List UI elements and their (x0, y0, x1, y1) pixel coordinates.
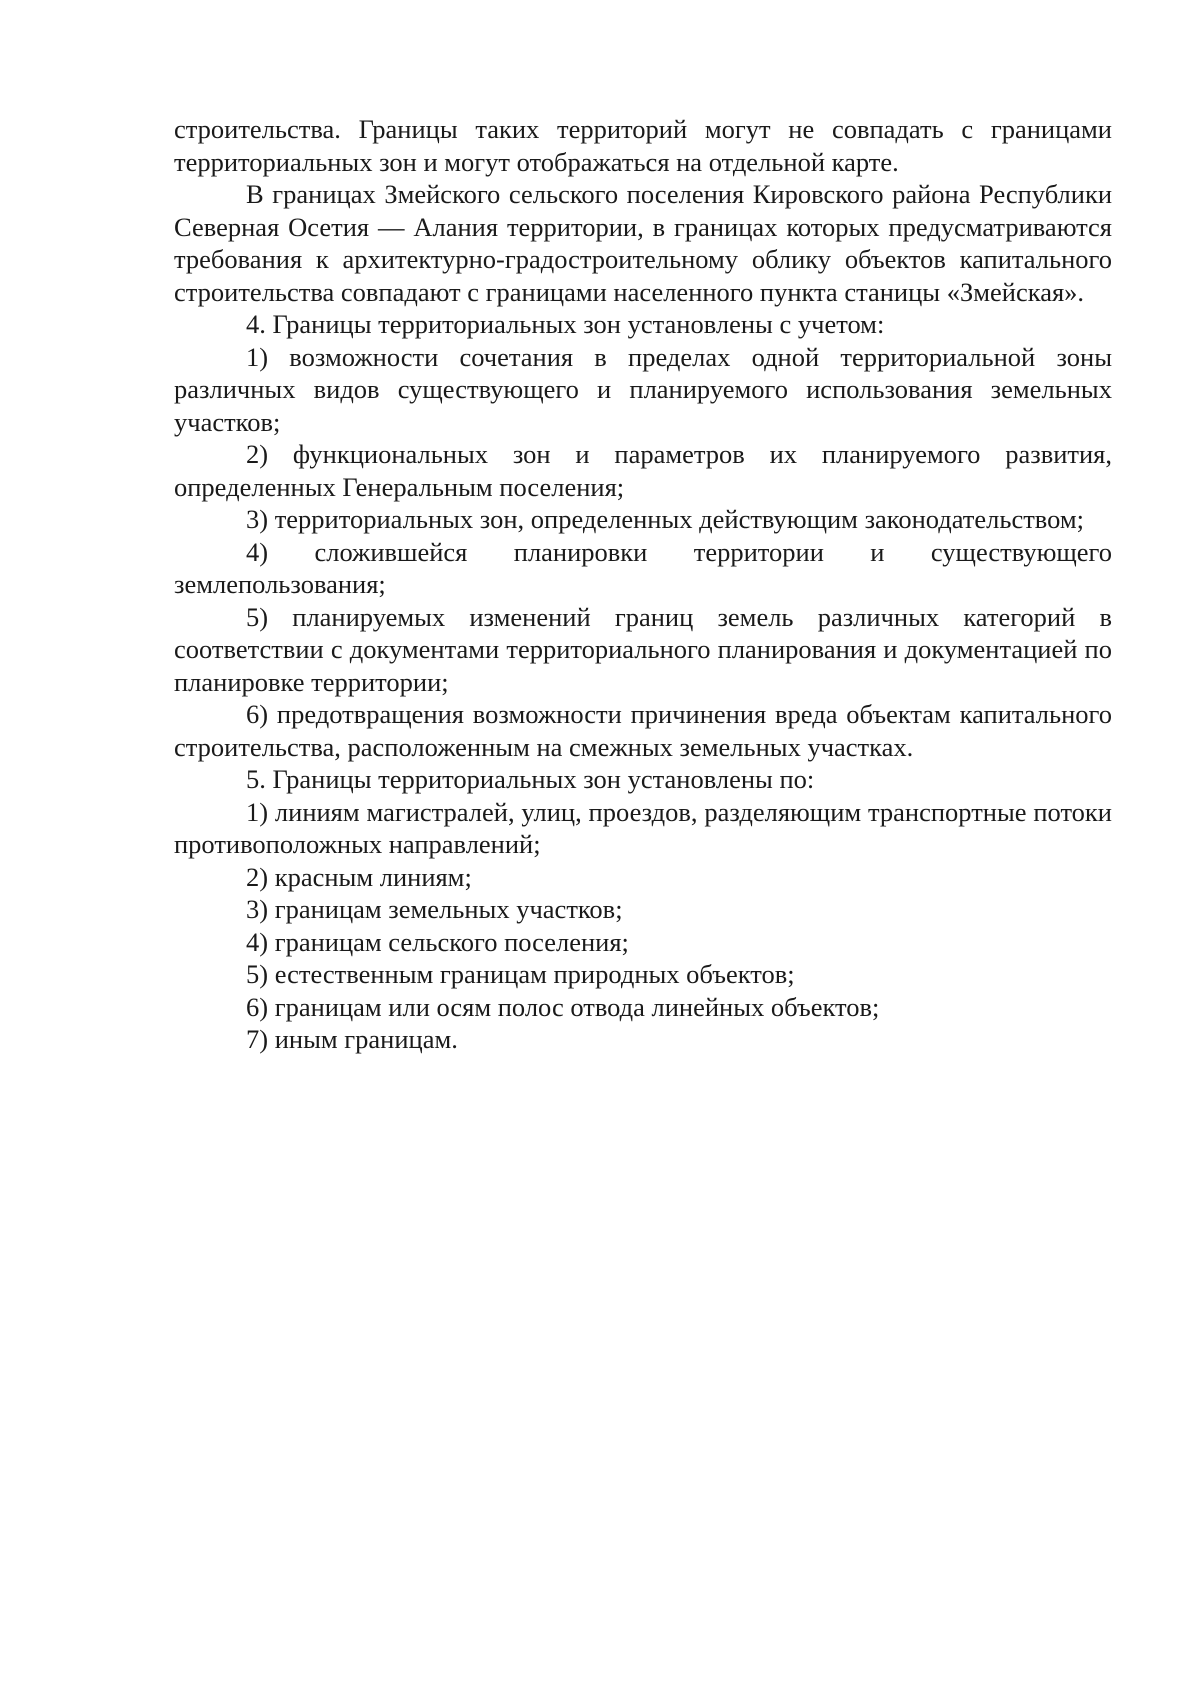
list-item-4-5: 5) планируемых изменений границ земель различных категорий в соответствии с документами территориального планирования и документацией по планировке территории; (174, 601, 1112, 697)
list-item-5-5: 5) естественным границам природных объектов; (246, 959, 795, 989)
list-item-4-4: 4) сложившейся планировки территории и существующего землепользования; (174, 536, 1112, 599)
list-item-5-2: 2) красным линиям; (246, 861, 472, 892)
list-item-4-2: 2) функциональных зон и параметров их планируемого развития, определенных Генеральным поселения; (174, 439, 1112, 502)
paragraph-section-5-heading: 5. Границы территориальных зон установлены по: (246, 764, 815, 794)
paragraph-section-4-heading: 4. Границы территориальных зон установлены с учетом: (246, 309, 885, 339)
list-item-4-3: 3) территориальных зон, определенных действующим законодательством; (246, 504, 1085, 534)
list-item-5-7: 7) иным границам. (246, 1024, 458, 1054)
list-item-5-6: 6) границам или осям полос отвода линейных объектов; (246, 991, 880, 1022)
document-page (174, 113, 1112, 1056)
list-item-5-1: 1) линиям магистралей, улиц, проездов, разделяющим транспортные потоки противоположных направлений; (174, 796, 1112, 859)
list-item-5-4: 4) границам сельского поселения; (246, 926, 629, 957)
list-item-4-1: 1) возможности сочетания в пределах одной территориальной зоны различных видов существующего и планируемого использования земельных участков; (174, 341, 1112, 437)
paragraph-zmeyskaya-boundaries: В границах Змейского сельского поселения Кировского района Республики Северная Осетия — Алания территории, в границах которых предусматриваются требования к архитектурно-градостроительному облику объектов капитального строительства совпадают с границами населенного пункта станицы «Змейская». (174, 179, 1112, 307)
list-item-4-6: 6) предотвращения возможности причинения вреда объектам капитального строительства, расположенным на смежных земельных участках. (174, 699, 1112, 762)
list-item-5-3: 3) границам земельных участков; (246, 894, 623, 924)
paragraph-continuation: строительства. Границы таких территорий могут не совпадать с границами территориальных зон и могут отображаться на отдельной карте. (174, 114, 1112, 177)
